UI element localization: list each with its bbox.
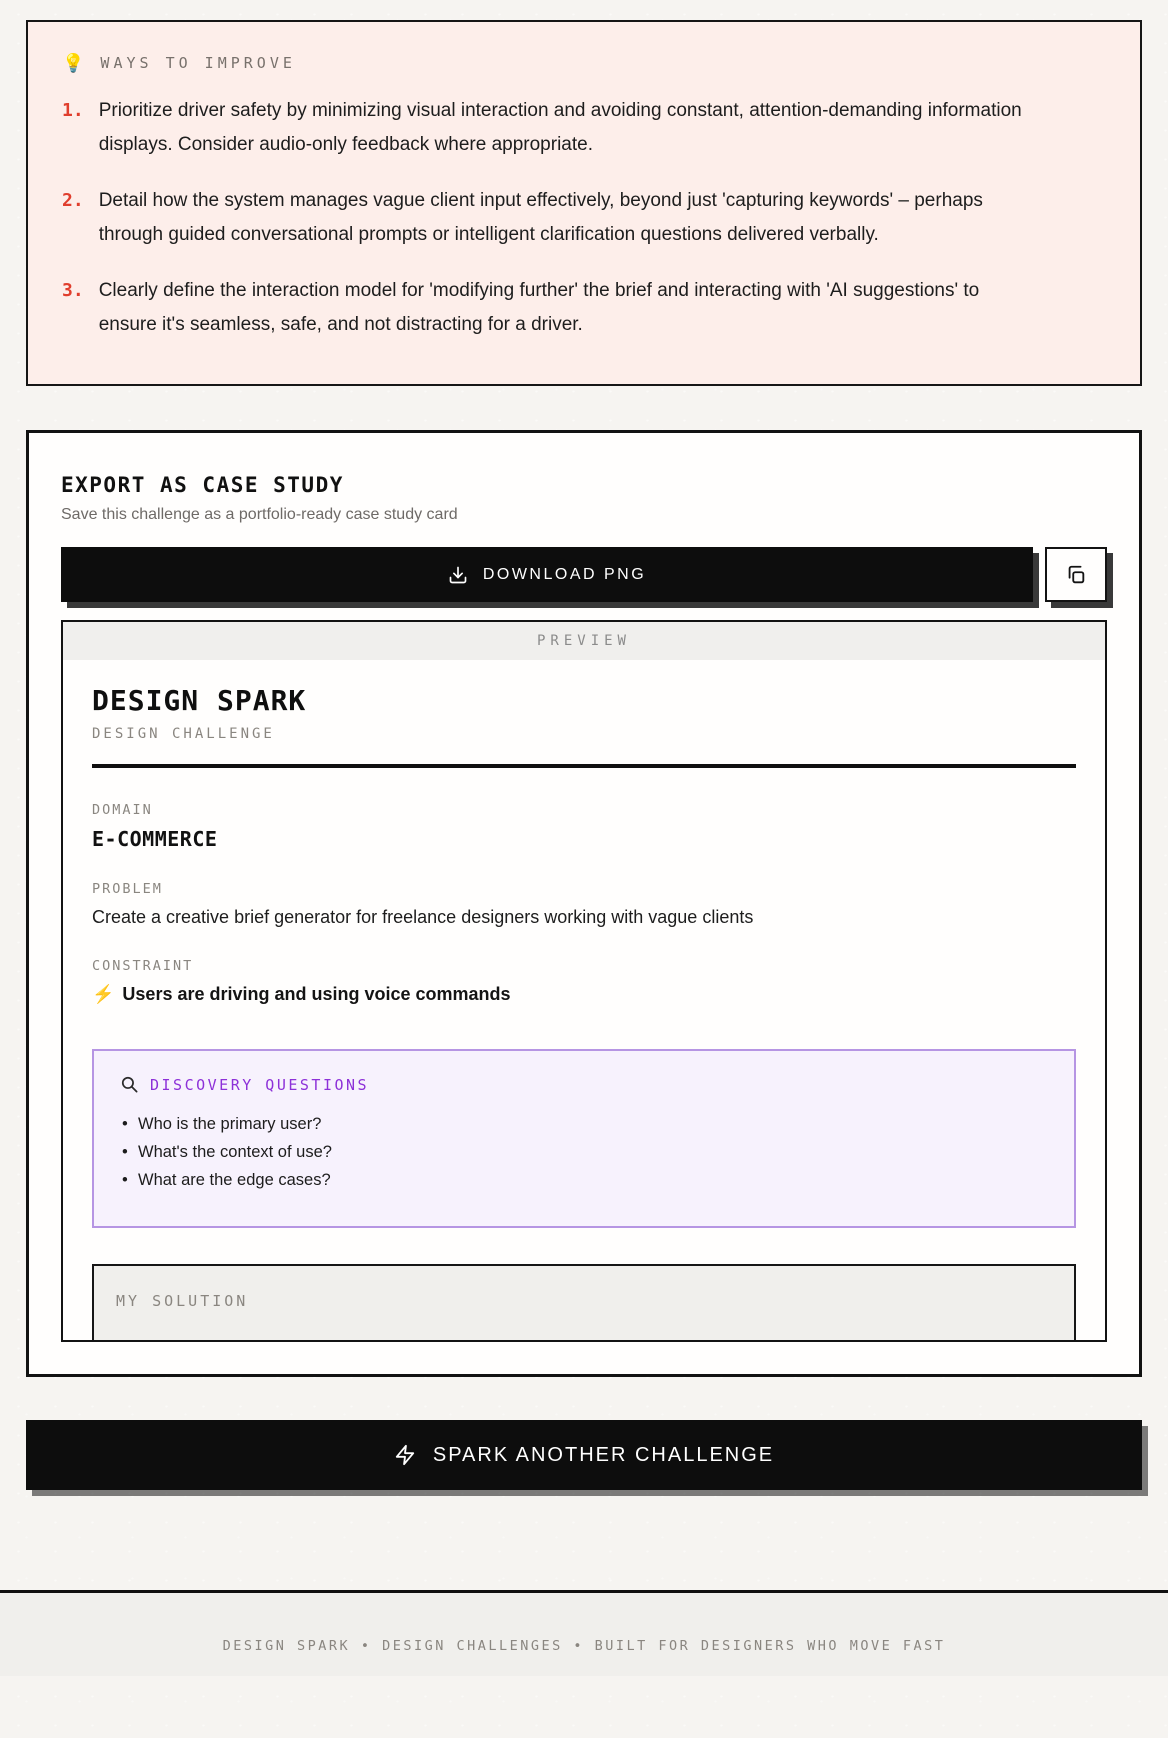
- preview-body: [63, 660, 1105, 1340]
- my-solution-label: MY SOLUTION: [116, 1292, 249, 1310]
- export-card-subtitle: Save this challenge as a portfolio-ready case study card: [61, 506, 458, 523]
- zap-icon: [394, 1444, 416, 1466]
- case-study-preview: [61, 620, 1107, 1342]
- discovery-question: • Who is the primary user?: [120, 1110, 1048, 1138]
- export-case-study-card: [26, 430, 1142, 1377]
- improve-item: [62, 94, 1080, 162]
- magnifier-icon: [120, 1075, 139, 1094]
- improve-item-number: 1.: [62, 100, 84, 121]
- spark-another-challenge-button[interactable]: [26, 1420, 1142, 1490]
- domain-value: E-COMMERCE: [92, 827, 218, 851]
- export-card-title: EXPORT AS CASE STUDY: [61, 473, 344, 497]
- spark-button-label: SPARK ANOTHER CHALLENGE: [432, 1443, 775, 1466]
- improve-item-text: Detail how the system manages vague client input effectively, beyond just 'capturing keywords' – perhaps through guided conversational prompts or intelligent clarification questions delivered verbally.: [98, 190, 983, 245]
- improve-list: [62, 94, 1080, 342]
- discovery-questions-header: [120, 1075, 1048, 1094]
- ways-to-improve-header: [62, 54, 1080, 72]
- improve-item-number: 3.: [62, 280, 84, 301]
- improve-item-text: Clearly define the interaction model for 'modifying further' the brief and interacting with 'AI suggestions' to ensure it's seamless, safe, and not distracting for a driver.: [98, 280, 980, 335]
- preview-brand-title: DESIGN SPARK: [92, 684, 307, 717]
- page-footer: [0, 1590, 1168, 1676]
- constraint-value-row: [92, 984, 1076, 1005]
- improve-item: [62, 274, 1080, 342]
- ways-to-improve-panel: [26, 20, 1142, 386]
- footer-text: DESIGN SPARK • DESIGN CHALLENGES • BUILT FOR DESIGNERS WHO MOVE FAST: [222, 1637, 946, 1654]
- copy-icon: [1065, 564, 1087, 586]
- discovery-question: • What's the context of use?: [120, 1138, 1048, 1166]
- download-png-button[interactable]: [61, 547, 1033, 602]
- download-button-label: DOWNLOAD PNG: [482, 565, 647, 583]
- copy-button[interactable]: [1045, 547, 1107, 602]
- problem-value: Create a creative brief generator for freelance designers working with vague clients: [92, 907, 754, 927]
- preview-brand-subtitle: DESIGN CHALLENGE: [92, 726, 275, 742]
- discovery-question: • What are the edge cases?: [120, 1166, 1048, 1194]
- preview-divider: [92, 764, 1076, 768]
- constraint-value: Users are driving and using voice commands: [122, 984, 511, 1004]
- preview-header-label: PREVIEW: [536, 633, 631, 649]
- ways-to-improve-title: WAYS TO IMPROVE: [100, 54, 296, 72]
- discovery-questions-list: [120, 1110, 1048, 1194]
- lightbulb-icon: 💡: [62, 53, 85, 73]
- lightning-emoji-icon: ⚡: [92, 984, 115, 1004]
- my-solution-panel: [92, 1264, 1076, 1340]
- domain-label: DOMAIN: [92, 802, 153, 818]
- export-actions-row: [61, 547, 1107, 602]
- preview-header: [63, 622, 1105, 660]
- constraint-label: CONSTRAINT: [92, 958, 194, 974]
- problem-label: PROBLEM: [92, 881, 163, 897]
- improve-item: [62, 184, 1080, 252]
- discovery-questions-panel: [92, 1049, 1076, 1228]
- download-icon: [448, 565, 468, 585]
- improve-item-text: Prioritize driver safety by minimizing visual interaction and avoiding constant, attention-demanding information displays. Consider audio-only feedback where appropriate.: [98, 100, 1022, 155]
- improve-item-number: 2.: [62, 190, 84, 211]
- discovery-questions-title: DISCOVERY QUESTIONS: [150, 1075, 370, 1094]
